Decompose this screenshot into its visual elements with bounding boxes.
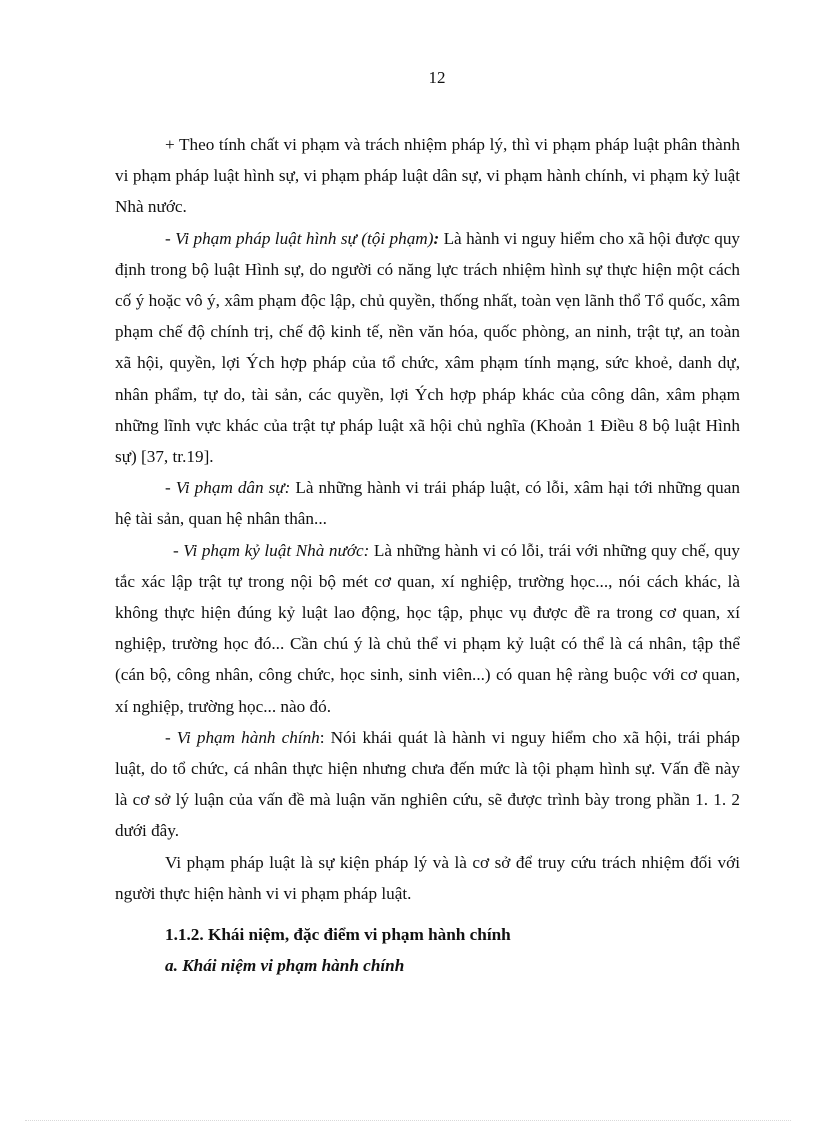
spacer: [115, 909, 740, 919]
paragraph-legal-event: Vi phạm pháp luật là sự kiện pháp lý và là cơ sở để truy cứu trách nhiệm đối với người thực hiện hành vi vi phạm pháp luật.: [115, 852, 740, 903]
page-number: 12: [428, 68, 446, 87]
definition-discipline-violation: Là những hành vi có lỗi, trái với những quy chế, quy tắc xác lập trật tự trong nội bộ mét cơ quan, xí nghiệp, trường học..., nói cách khác, là không thực hiện đúng kỷ luật lao động, học tập, phục vụ được đề ra trong cơ quan, xí nghiệp, trường học đó... Cần chú ý là chủ thể vi phạm kỷ luật có thể là cá nhân, tập thể (cán bộ, công nhân, công chức, học sinh, sinh viên...) có quan hệ ràng buộc với cơ quan, xí nghiệp, trường học... nào đó.: [115, 540, 740, 716]
document-body: [115, 129, 740, 981]
paragraph-classification: + Theo tính chất vi phạm và trách nhiệm pháp lý, thì vi phạm pháp luật phân thành vi phạm pháp luật hình sự, vi phạm pháp luật dân sự, vi phạm hành chính, vi phạm kỷ luật Nhà nước.: [115, 135, 740, 217]
term-discipline-violation: - Vi phạm kỷ luật Nhà nước:: [173, 540, 370, 560]
term-administrative-violation: - Vi phạm hành chính: [165, 727, 320, 747]
paragraph-civil-violation: [115, 472, 740, 534]
paragraph-discipline-violation: [115, 535, 740, 722]
page-bottom-divider: [25, 1120, 791, 1121]
definition-criminal-violation: Là hành vi nguy hiểm cho xã hội được quy định trong bộ luật Hình sự, do người có năng lực trách nhiệm hình sự thực hiện một cách cố ý hoặc vô ý, xâm phạm độc lập, chủ quyền, thống nhất, toàn vẹn lãnh thổ Tổ quốc, xâm phạm chế độ chính trị, chế độ kinh tế, nền văn hóa, quốc phòng, an ninh, trật tự, an toàn xã hội, quyền, lợi Ých hợp pháp của tổ chức, xâm phạm tính mạng, sức khoẻ, danh dự, nhân phẩm, tự do, tài sản, các quyền, lợi Ých hợp pháp khác của công dân, xâm phạm những lĩnh vực khác của trật tự pháp luật xã hội chủ nghĩa (Khoản 1 Điều 8 bộ luật Hình sự) [37, tr.19].: [115, 228, 741, 467]
term-criminal-violation: - Vi phạm pháp luật hình sự (tội phạm): [165, 228, 434, 248]
definition-administrative-violation: : Nói khái quát là hành vi nguy hiểm cho xã hội, trái pháp luật, do tổ chức, cá nhân thực hiện nhưng chưa đến mức là tội phạm hình sự. Vấn đề này là cơ sở lý luận của vấn đề mà luận văn nghiên cứu, sẽ được trình bày trong phần 1. 1. 2 dưới đây.: [115, 727, 740, 841]
paragraph-administrative-violation: [115, 722, 740, 847]
term-colon: :: [433, 228, 440, 248]
definition-civil-violation: Là những hành vi trái pháp luật, có lỗi, xâm hại tới những quan hệ tài sản, quan hệ nhân thân...: [115, 478, 740, 529]
subsection-heading: a. Khái niệm vi phạm hành chính: [165, 956, 405, 976]
term-civil-violation: - Vi phạm dân sự:: [165, 478, 291, 498]
paragraph-criminal-violation: [115, 223, 740, 473]
section-heading: 1.1.2. Khái niệm, đặc điểm vi phạm hành chính: [165, 925, 511, 945]
